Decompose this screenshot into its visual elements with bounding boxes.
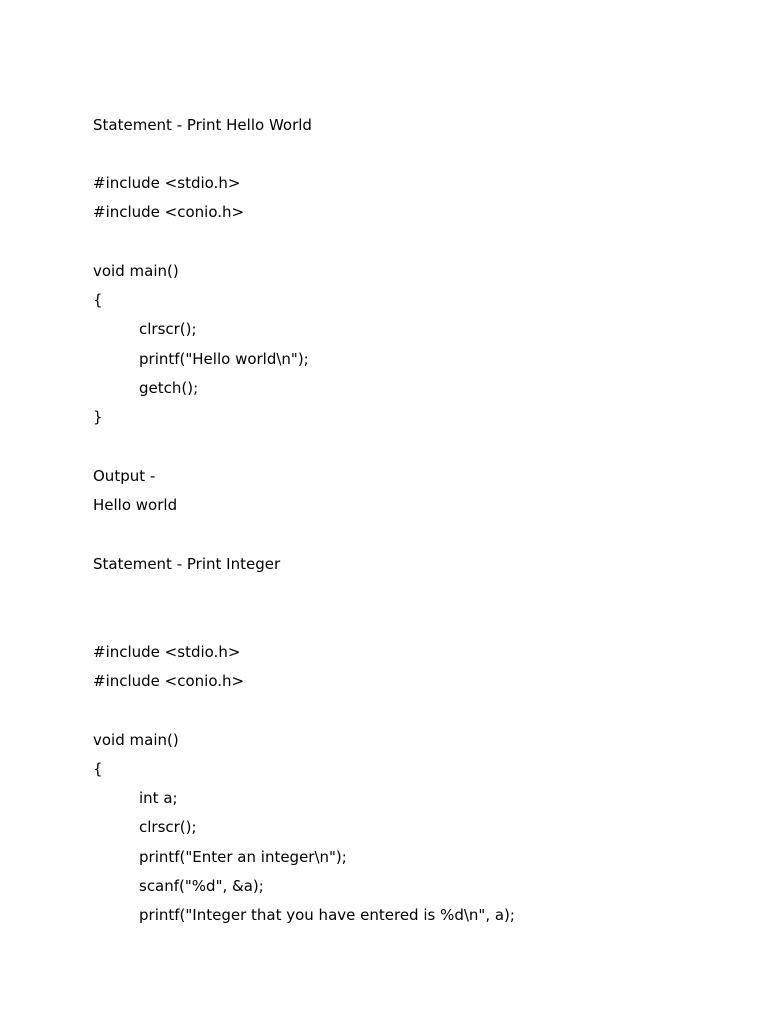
output-text: Hello world [93, 496, 178, 514]
code-line: getch(); [139, 379, 199, 397]
statement-heading-hello-world: Statement - Print Hello World [93, 116, 312, 134]
include-stdio-line: #include <stdio.h> [93, 643, 241, 661]
statement-heading-print-integer: Statement - Print Integer [93, 555, 281, 573]
code-line: scanf("%d", &a); [139, 877, 264, 895]
code-line: clrscr(); [139, 818, 197, 836]
include-conio-line: #include <conio.h> [93, 672, 245, 690]
code-line: printf("Hello world\n"); [139, 350, 309, 368]
close-brace-line: } [93, 408, 103, 426]
code-line: clrscr(); [139, 320, 197, 338]
main-signature-line: void main() [93, 731, 179, 749]
include-conio-line: #include <conio.h> [93, 203, 245, 221]
output-label: Output - [93, 467, 156, 485]
include-stdio-line: #include <stdio.h> [93, 174, 241, 192]
main-signature-line: void main() [93, 262, 179, 280]
open-brace-line: { [93, 760, 103, 778]
code-line: printf("Enter an integer\n"); [139, 848, 347, 866]
code-line: int a; [139, 789, 178, 807]
code-line: printf("Integer that you have entered is %d\n", a); [139, 906, 515, 924]
open-brace-line: { [93, 291, 103, 309]
